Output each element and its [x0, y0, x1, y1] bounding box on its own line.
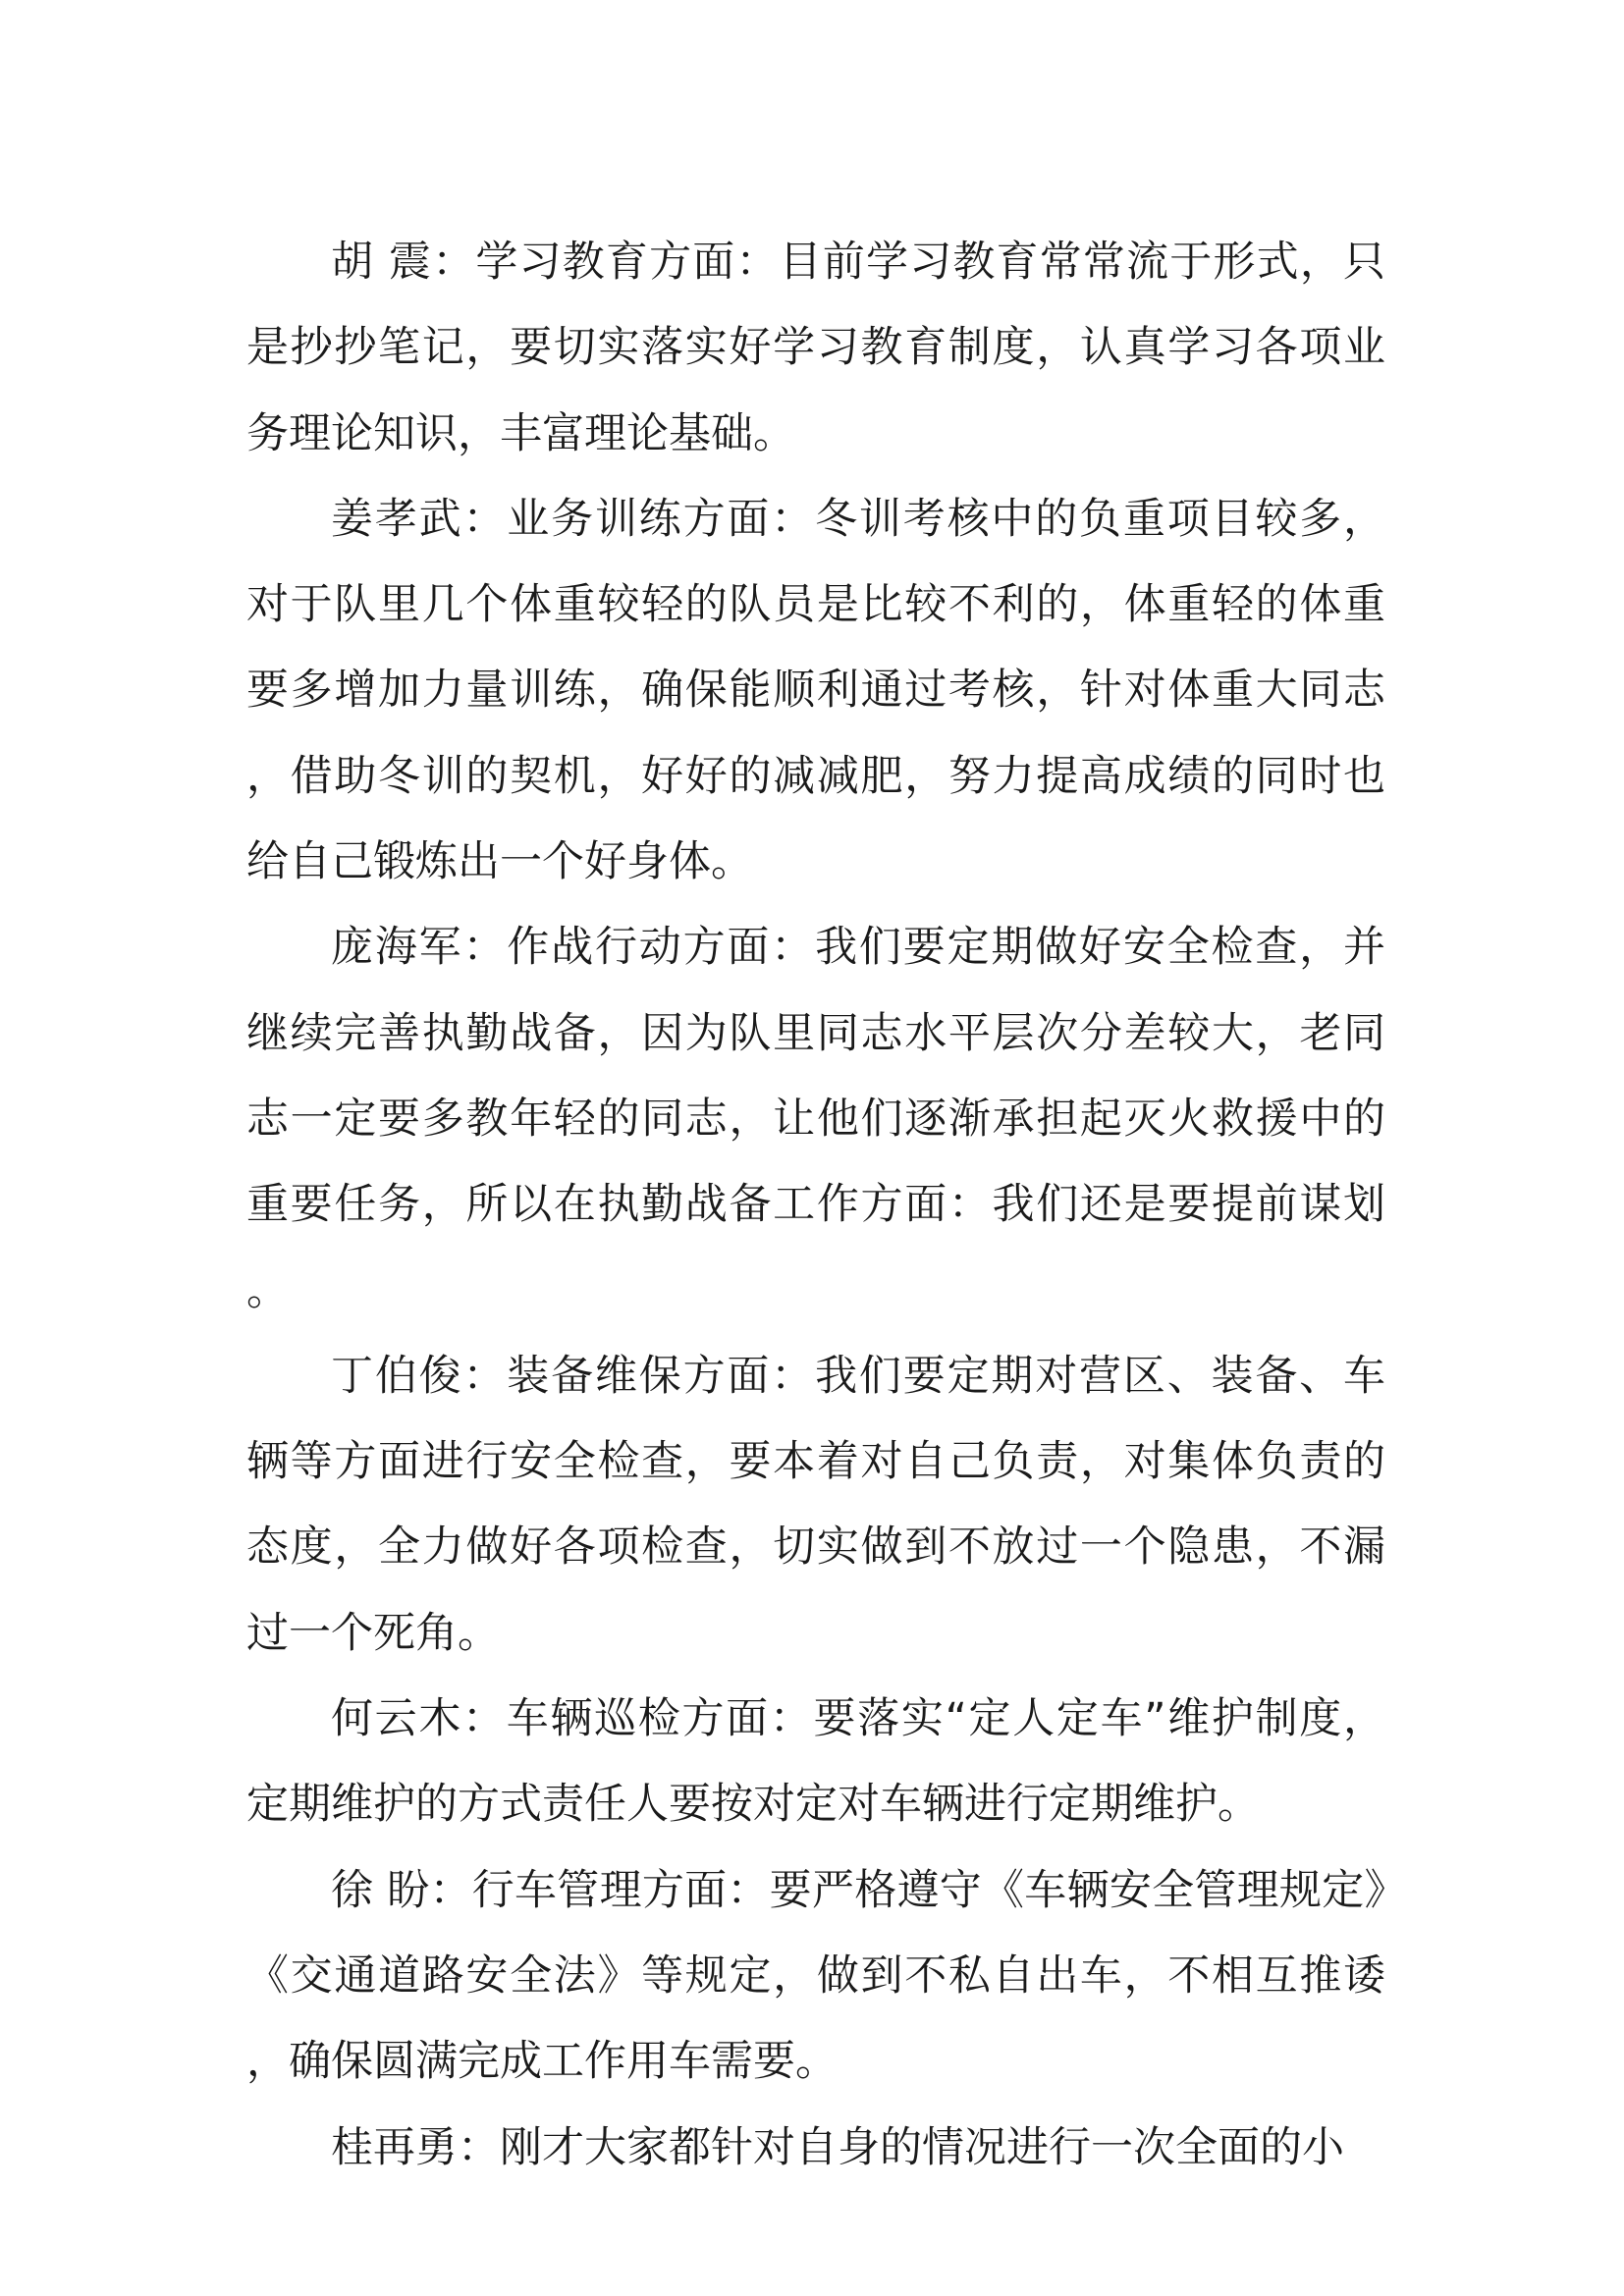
paragraph-xu-pan: 徐 盼：行车管理方面：要严格遵守《车辆安全管理规定》《交通道路安全法》等规定，做到不私自出车，不相互推诿，确保圆满完成工作用车需要。	[246, 1865, 1385, 2087]
paragraph-jiang-xiaowu: 姜孝武：业务训练方面：冬训考核中的负重项目较多，对于队里几个体重较轻的队员是比较不利的，体重轻的体重要多增加力量训练，确保能顺利通过考核，针对体重大同志，借助冬训的契机，好好的减减肥，努力提高成绩的同时也给自己锻炼出一个好身体。	[246, 494, 1385, 887]
paragraph-gui-zaiyong: 桂再勇：刚才大家都针对自身的情况进行一次全面的小	[331, 2122, 1344, 2172]
paragraph-hu-zhen: 胡 震：学习教育方面：目前学习教育常常流于形式，只是抄抄笔记，要切实落实好学习教育制度，认真学习各项业务理论知识，丰富理论基础。	[246, 238, 1385, 458]
paragraph-ding-bojun: 丁伯俊：装备维保方面：我们要定期对营区、装备、车辆等方面进行安全检查，要本着对自己负责，对集体负责的态度，全力做好各项检查，切实做到不放过一个隐患，不漏过一个死角。	[246, 1351, 1385, 1658]
paragraph-he-yunmu: 何云木：车辆巡检方面：要落实“定人定车”维护制度，定期维护的方式责任人要按对定对车辆进行定期维护。	[246, 1694, 1385, 1830]
paragraph-pang-haijun: 庞海军：作战行动方面：我们要定期做好安全检查，并继续完善执勤战备，因为队里同志水平层次分差较大，老同志一定要多教年轻的同志，让他们逐渐承担起灭火救援中的重要任务，所以在执勤战备工作方面：我们还是要提前谋划。	[246, 923, 1385, 1315]
document-body	[246, 220, 1385, 2191]
